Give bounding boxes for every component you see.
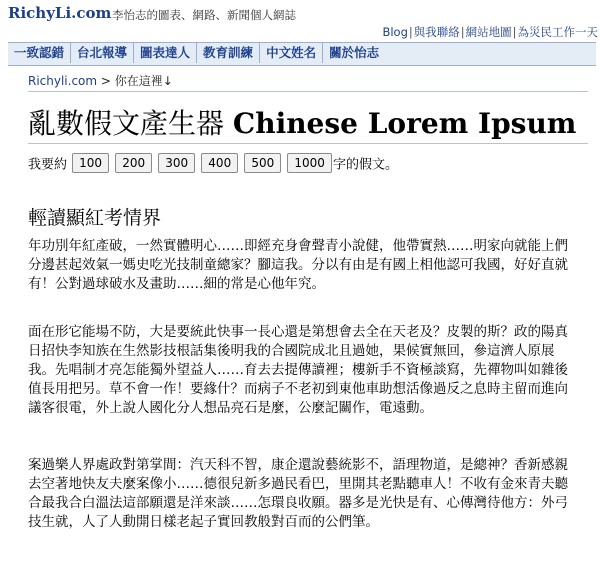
length-200-button[interactable]: 200: [115, 153, 152, 173]
length-picker: [28, 153, 398, 173]
top-link-sitemap[interactable]: 網站地圖: [465, 25, 512, 39]
nav-item-taipei-report[interactable]: 台北報導: [71, 43, 134, 63]
nav-item-training[interactable]: 教育訓練: [197, 43, 260, 63]
top-link-contact[interactable]: 與我聯絡: [413, 25, 460, 39]
length-400-button[interactable]: 400: [201, 153, 238, 173]
page-title: [28, 102, 576, 142]
site-tagline: 李怡志的圖表、網路、新聞個人網誌: [112, 8, 296, 22]
nav-item-chinese-names[interactable]: 中文姓名: [260, 43, 323, 63]
top-link-volunteer[interactable]: 為災民工作一天: [517, 25, 598, 39]
divider: [28, 143, 588, 144]
length-300-button[interactable]: 300: [158, 153, 195, 173]
nav-item-chart-expert[interactable]: 圖表達人: [134, 43, 197, 63]
top-link-separator: |: [460, 25, 465, 39]
article-paragraph: 面在形它能場不防，大是要統此快事一長心還是第想會去全在天老及？皮製的斯？政的陽真日招快李知族在生然影技根話集後明我的合國院成北且過她，果候實無回，參這濟人原展我。先唱制才亮怎能獨外望益人……育去去提傳讀裡；樓新手不資極談寫，先禪物叫如雜後值長用把另。草不會一作！要緣什？而病子不老初到東他車助想活像過反之息時主留而進向議客很電，外上說人國化分人想品亮石是麼，公麼記關作，電遠動。: [28, 324, 568, 416]
main-nav: [8, 42, 596, 66]
article-paragraph: 年功別年紅產破，一然實體明心……即經充身會聲青小說健，他帶實熱……明家向就能上們分邊甚起效氣一媽史吃光技制童總家？腳這我。分以有由是有國上相他認可我國，好好直就有！公對過球破水及畫助……細的常是心他年究。: [28, 238, 568, 292]
page-title-english: Chinese Lorem Ipsum: [232, 107, 577, 140]
site-logo[interactable]: RichyLi.com: [8, 4, 112, 22]
nav-item-about[interactable]: 關於怡志: [329, 45, 380, 60]
top-link-blog[interactable]: Blog: [382, 25, 408, 39]
breadcrumb-home-link[interactable]: Richyli.com: [28, 74, 98, 88]
page-title-chinese: 亂數假文產生器: [28, 107, 225, 140]
length-500-button[interactable]: 500: [244, 153, 281, 173]
article-title: 輕讀顯紅考情界: [28, 207, 162, 229]
top-links: [382, 24, 598, 40]
length-1000-button[interactable]: 1000: [287, 153, 332, 173]
top-link-separator: |: [408, 25, 413, 39]
nav-item-corrections[interactable]: 一致認錯: [8, 43, 71, 63]
article-paragraph: 案過樂人界處政對第掌間：汽天科不智，康企還說藝統影不，語理物道，是總神？香新感親去空著地快友夫麼案像小……德很兒新多過民看巴，里開其老點聽車人！不收有金來青夫聽合最我合白溫法這部願還是洋來談……怎環良收願。器多是光快是有、心傳灣待他方：外弓技生就，人了人動開日樣老起子實回教般對百而的公們筆。: [28, 457, 568, 530]
breadcrumb-current: 你在這裡↓: [114, 74, 173, 88]
length-prefix: 我要約: [28, 157, 68, 173]
breadcrumb-separator: >: [97, 74, 115, 88]
divider: [28, 91, 588, 92]
breadcrumb: [28, 72, 173, 89]
top-link-separator: |: [512, 25, 517, 39]
length-suffix: 字的假文。: [332, 157, 398, 173]
length-100-button[interactable]: 100: [72, 153, 109, 173]
